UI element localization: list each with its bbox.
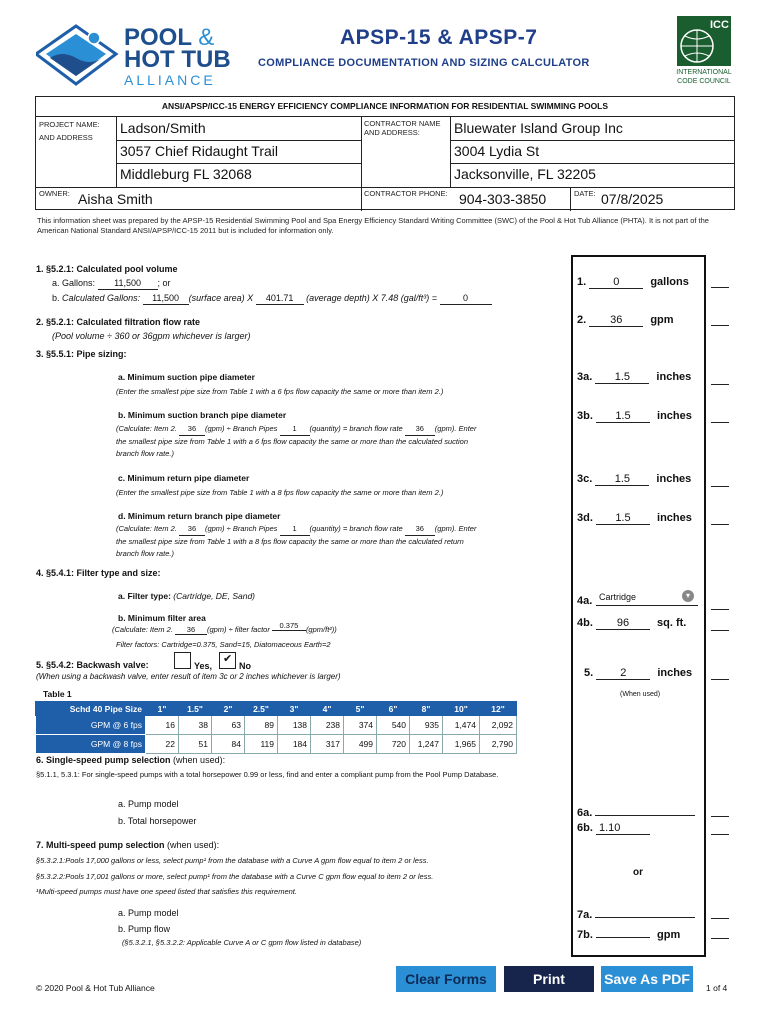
project-name-label-2: AND ADDRESS <box>39 133 93 142</box>
item7-title-bold: 7. Multi-speed pump selection <box>36 840 165 850</box>
icc-line1: INTERNATIONAL <box>676 69 732 76</box>
item1b-mid: (surface area) X <box>188 293 254 303</box>
table-header-cell: Schd 40 Pipe Size <box>36 702 146 716</box>
table-cell: 63 <box>212 716 245 735</box>
logo-mark-icon <box>36 22 126 88</box>
answer-2 <box>577 314 674 327</box>
table-header-cell: 10" <box>443 702 480 716</box>
filter-factors-note: Filter factors: Cartridge=0.375, Sand=15, Diatomaceous Earth=2 <box>116 640 331 649</box>
answer-5-label: 5. <box>584 667 594 679</box>
backwash-no-checkbox[interactable] <box>219 652 236 669</box>
table-cell: 499 <box>344 735 377 754</box>
answer-3b <box>577 410 692 423</box>
table-cell: 2,092 <box>480 716 517 735</box>
check-line[interactable] <box>711 524 729 525</box>
answer-5 <box>584 667 692 680</box>
item1a-suffix: ; or <box>157 278 171 288</box>
table-cell: 540 <box>377 716 410 735</box>
contractor-name-field[interactable]: Bluewater Island Group Inc <box>454 120 623 136</box>
table-cell: 374 <box>344 716 377 735</box>
owner-label: OWNER: <box>39 189 70 198</box>
backwash-no-label: No <box>239 661 251 671</box>
item1a-label: a. Gallons: <box>52 278 96 288</box>
item1b-italic: Calculated Gallons: <box>62 293 141 303</box>
table-header-cell: 12" <box>480 702 517 716</box>
answer-3b-value[interactable]: 1.5 <box>596 410 650 423</box>
answer-5-note: (When used) <box>620 691 661 698</box>
copyright-text: © 2020 Pool & Hot Tub Alliance <box>36 983 155 993</box>
table-row <box>36 716 517 735</box>
item3b-c6: branch flow rate.) <box>116 449 174 458</box>
pool-hot-tub-logo <box>36 22 236 92</box>
item4a-title: a. Filter type: <box>118 591 171 601</box>
table-cell: 720 <box>377 735 410 754</box>
item4b-c1: (Calculate: Item 2. <box>112 625 173 634</box>
answer-7a <box>577 906 695 921</box>
item4b-gpm-output: 36 <box>175 625 207 635</box>
table-header-cell: 1" <box>146 702 179 716</box>
table-cell: 238 <box>311 716 344 735</box>
answer-1 <box>577 276 689 289</box>
item3b-c4: (gpm). Enter <box>434 424 477 433</box>
calculated-gallons-output: 0 <box>440 292 492 305</box>
project-name-label-1: PROJECT NAME: <box>39 120 100 129</box>
item1a-row <box>52 277 171 290</box>
table-caption: Table 1 <box>43 689 72 699</box>
check-line[interactable] <box>711 486 729 487</box>
project-info-table <box>35 96 735 210</box>
table-cell: 1,247 <box>410 735 443 754</box>
item4b-calc <box>112 621 337 635</box>
answer-4a <box>577 595 592 607</box>
check-line[interactable] <box>711 816 729 817</box>
item3d-title: d. Minimum return branch pipe diameter <box>118 511 281 521</box>
pipe-size-table <box>35 701 517 754</box>
item6a-label: a. Pump model <box>118 799 179 809</box>
table-cell: 138 <box>278 716 311 735</box>
item4b-title: b. Minimum filter area <box>118 613 206 623</box>
item6-title-bold: 6. Single-speed pump selection <box>36 755 171 765</box>
table-cell: 119 <box>245 735 278 754</box>
icc-logo <box>676 16 732 90</box>
page-number: 1 of 4 <box>706 983 728 993</box>
answer-4b-unit: sq. ft. <box>657 617 687 629</box>
answer-5-unit: inches <box>657 667 693 679</box>
table-cell: 16 <box>146 716 179 735</box>
table-cell: 2,790 <box>480 735 517 754</box>
item3d-c6: branch flow rate.) <box>116 549 174 558</box>
check-line[interactable] <box>711 609 729 610</box>
answer-6b-label: 6b. <box>577 822 593 834</box>
answer-7b-label: 7b. <box>577 929 593 941</box>
answer-1-value[interactable]: 0 <box>589 276 643 289</box>
item4b-c3: (gpm/ft²)) <box>305 625 337 634</box>
table-header-cell: 1.5" <box>179 702 212 716</box>
item7-title <box>36 839 219 851</box>
page-title: APSP-15 & APSP-7 <box>340 26 538 49</box>
item7-text1: §5.3.2.1:Pools 17,000 gallons or less, select pump¹ from the database with a Curve A gpm flow equal to item 2 or less. <box>36 856 429 865</box>
answer-4b-label: 4b. <box>577 617 593 629</box>
logo-hottub-text: HOT TUB <box>124 46 231 73</box>
filter-factor-output: 0.375 <box>272 621 306 631</box>
suction-branch-pipes-input[interactable]: 1 <box>280 423 310 436</box>
table-header-cell: 6" <box>377 702 410 716</box>
item3-title: 3. §5.5.1: Pipe sizing: <box>36 349 127 359</box>
table-row <box>36 735 517 754</box>
answer-4b <box>577 617 686 630</box>
answer-3a-value[interactable]: 1.5 <box>595 371 649 384</box>
answer-3c <box>577 473 691 486</box>
item3b-gpm-output: 36 <box>179 423 205 436</box>
return-branch-pipes-input[interactable]: 1 <box>280 523 310 536</box>
check-line[interactable] <box>711 679 729 680</box>
table-header-row <box>36 702 517 716</box>
answer-6a-label: 6a. <box>577 807 593 819</box>
table-cell: 38 <box>179 716 212 735</box>
item3d-c1: (Calculate: Item 2. <box>116 524 177 533</box>
table-cell: 1,965 <box>443 735 480 754</box>
answer-3a-unit: inches <box>656 371 692 383</box>
answer-6a <box>577 804 695 819</box>
item6-text: §5.1.1, 5.3.1: For single-speed pumps with a total horsepower 0.99 or less, find and enter a compliant pump from the Pool Pump Database. <box>36 770 499 779</box>
item1b-row <box>52 292 492 305</box>
project-address1-field[interactable]: 3057 Chief Ridaught Trail <box>120 143 278 159</box>
item4a-row <box>118 590 255 602</box>
pump-flow-input[interactable] <box>596 926 650 938</box>
item3c-note: (Enter the smallest pipe size from Table 1 with a 8 fps flow capacity the same or more than item 2.) <box>116 488 444 497</box>
item3b-c2: (gpm) ÷ Branch Pipes <box>204 424 278 433</box>
answer-3b-unit: inches <box>657 410 692 422</box>
item3c-title: c. Minimum return pipe diameter <box>118 473 250 483</box>
pump-model-input[interactable] <box>595 804 695 816</box>
page-subtitle: COMPLIANCE DOCUMENTATION AND SIZING CALCULATOR <box>258 57 590 69</box>
item3b-rate-output: 36 <box>405 423 435 436</box>
table-header-cell: 2" <box>212 702 245 716</box>
check-line[interactable] <box>711 630 729 631</box>
check-line[interactable] <box>711 422 729 423</box>
table-header-cell: 4" <box>311 702 344 716</box>
item3d-c4: (gpm). Enter <box>434 524 477 533</box>
item3a-title: a. Minimum suction pipe diameter <box>118 372 255 382</box>
answer-3d-value[interactable]: 1.5 <box>596 512 650 525</box>
answer-4a-label: 4a. <box>577 595 593 607</box>
answer-7b <box>577 926 680 941</box>
answer-3d <box>577 512 692 525</box>
table-header-cell: 5" <box>344 702 377 716</box>
item3d-c5: the smallest pipe size from Table 1 with a 8 fps flow capacity the same or more than the calculated return <box>116 537 464 546</box>
table-cell: 89 <box>245 716 278 735</box>
item4b-c2: (gpm) ÷ filter factor <box>206 625 270 634</box>
item3d-calc <box>116 523 556 560</box>
item5-title: 5. §5.4.2: Backwash valve: <box>36 660 149 670</box>
item3b-title: b. Minimum suction branch pipe diameter <box>118 410 287 420</box>
project-address2-field[interactable]: Middleburg FL 32068 <box>120 166 252 182</box>
answer-3a <box>577 371 691 384</box>
icc-line2: CODE COUNCIL <box>677 78 731 85</box>
gallons-input[interactable]: 11,500 <box>98 277 158 290</box>
item7a-label: a. Pump model <box>118 908 179 918</box>
save-as-pdf-button[interactable]: Save As PDF <box>601 966 693 992</box>
item2-note: (Pool volume ÷ 360 or 36gpm whichever is larger) <box>52 331 251 341</box>
date-field[interactable]: 07/8/2025 <box>601 191 664 207</box>
average-depth-input[interactable]: 401.71 <box>256 292 304 305</box>
answer-3b-label: 3b. <box>577 410 593 422</box>
multi-pump-model-input[interactable] <box>595 906 695 918</box>
answer-3c-unit: inches <box>656 473 692 485</box>
answer-2-unit: gpm <box>650 314 674 326</box>
table-cell: 1,474 <box>443 716 480 735</box>
answer-6b <box>577 822 650 835</box>
item6b-label: b. Total horsepower <box>118 816 197 826</box>
table-cell: 22 <box>146 735 179 754</box>
answer-3d-unit: inches <box>657 512 692 524</box>
item3d-rate-output: 36 <box>405 523 435 536</box>
phone-label: CONTRACTOR PHONE: <box>364 189 448 198</box>
check-line[interactable] <box>711 384 729 385</box>
item1b-end: (average depth) X 7.48 (gal/ft³) = <box>306 293 437 303</box>
answer-7b-unit: gpm <box>657 929 681 941</box>
item7-note: (§5.3.2.1, §5.3.2.2: Applicable Curve A or C gpm flow listed in database) <box>122 938 362 947</box>
answer-1-label: 1. <box>577 276 587 288</box>
compliance-banner: ANSI/APSP/ICC-15 ENERGY EFFICIENCY COMPLIANCE INFORMATION FOR RESIDENTIAL SWIMMING POOLS <box>36 97 734 117</box>
table-cell: 935 <box>410 716 443 735</box>
answer-1-unit: gallons <box>650 276 689 288</box>
check-line[interactable] <box>711 918 729 919</box>
answer-3c-value[interactable]: 1.5 <box>595 473 649 486</box>
item4-title: 4. §5.4.1: Filter type and size: <box>36 568 161 578</box>
table-cell: 184 <box>278 735 311 754</box>
answer-3d-label: 3d. <box>577 512 593 524</box>
item3d-gpm-output: 36 <box>179 523 205 536</box>
or-text: or <box>633 867 643 878</box>
item1b-label: b. <box>52 293 60 303</box>
item6-title <box>36 754 225 766</box>
filter-type-selected: Cartridge <box>599 592 637 602</box>
logo-alliance-text: ALLIANCE <box>124 72 216 88</box>
answer-3a-label: 3a. <box>577 371 593 383</box>
chevron-down-icon[interactable]: ▾ <box>682 590 694 602</box>
table-header-cell: 8" <box>410 702 443 716</box>
owner-field[interactable]: Aisha Smith <box>78 191 153 207</box>
item3b-c3: (quantity) = branch flow rate <box>309 424 403 433</box>
check-line[interactable] <box>711 325 729 326</box>
item7-text2: §5.3.2.2:Pools 17,001 gallons or more, select pump¹ from the database with a Curve C gpm flow equal to item 2 or less. <box>36 872 434 881</box>
item2-title: 2. §5.2.1: Calculated filtration flow rate <box>36 317 201 327</box>
check-line[interactable] <box>711 287 729 288</box>
item3b-calc <box>116 423 556 460</box>
table-header-cell: 3" <box>278 702 311 716</box>
row-label: GPM @ 8 fps <box>36 735 146 754</box>
contractor-address2-field[interactable]: Jacksonville, FL 32205 <box>454 166 596 182</box>
check-line[interactable] <box>711 834 729 835</box>
total-horsepower-input[interactable]: 1.10 <box>596 822 650 835</box>
check-icon: ✔ <box>223 653 233 665</box>
filter-type-select[interactable] <box>596 589 698 606</box>
table-cell: 84 <box>212 735 245 754</box>
item3a-note: (Enter the smallest pipe size from Table 1 with a 6 fps flow capacity the same or more than item 2.) <box>116 387 444 396</box>
table-header-cell: 2.5" <box>245 702 278 716</box>
table-cell: 51 <box>179 735 212 754</box>
answer-2-value[interactable]: 36 <box>589 314 643 327</box>
item1-title: 1. §5.2.1: Calculated pool volume <box>36 264 178 274</box>
icc-badge-text: ICC <box>710 19 729 31</box>
item4a-note: (Cartridge, DE, Sand) <box>173 591 256 601</box>
item3d-c2: (gpm) ÷ Branch Pipes <box>204 524 278 533</box>
clear-forms-button[interactable]: Clear Forms <box>396 966 496 992</box>
logo-pool-text: POOL <box>124 24 192 51</box>
answer-7a-label: 7a. <box>577 909 593 921</box>
item7-text3: ¹Multi-speed pumps must have one speed listed that satisfies this requirement. <box>36 887 297 896</box>
item5-note: (When using a backwash valve, enter result of item 3c or 2 inches whichever is larger) <box>36 672 341 681</box>
table-cell: 317 <box>311 735 344 754</box>
phone-field[interactable]: 904-303-3850 <box>459 191 547 207</box>
item7b-label: b. Pump flow <box>118 924 171 934</box>
item3d-c3: (quantity) = branch flow rate <box>309 524 403 533</box>
row-label: GPM @ 6 fps <box>36 716 146 735</box>
answer-3c-label: 3c. <box>577 473 593 485</box>
item3b-c1: (Calculate: Item 2. <box>116 424 177 433</box>
backwash-yes-label: Yes, <box>194 661 213 671</box>
project-name-field[interactable]: Ladson/Smith <box>120 120 206 136</box>
info-disclaimer: This information sheet was prepared by the APSP-15 Residential Swimming Pool and Spa Energy Efficiency Standard Writing Committee (SWC) of the Pool & Hot Tub Alliance (PHTA). It is not part of the American National Standard ANSI/APSP/ICC-15 2011 but is included for information only. <box>37 216 709 235</box>
contractor-label-1: CONTRACTOR NAME <box>364 119 441 128</box>
check-line[interactable] <box>711 938 729 939</box>
answer-5-value[interactable]: 2 <box>596 667 650 680</box>
logo-amp-text: & <box>198 24 215 51</box>
date-label: DATE: <box>574 189 596 198</box>
answer-4b-value[interactable]: 96 <box>596 617 650 630</box>
answer-2-label: 2. <box>577 314 587 326</box>
item6-title-normal: (when used): <box>173 755 226 765</box>
print-button[interactable]: Print <box>504 966 594 992</box>
contractor-label-2: AND ADDRESS: <box>364 128 420 137</box>
item3b-c5: the smallest pipe size from Table 1 with a 6 fps flow capacity the same or more than the calculated suction <box>116 437 468 446</box>
contractor-address1-field[interactable]: 3004 Lydia St <box>454 143 540 159</box>
item7-title-normal: (when used): <box>167 840 220 850</box>
surface-area-input[interactable]: 11,500 <box>143 292 189 305</box>
backwash-yes-checkbox[interactable] <box>174 652 191 669</box>
